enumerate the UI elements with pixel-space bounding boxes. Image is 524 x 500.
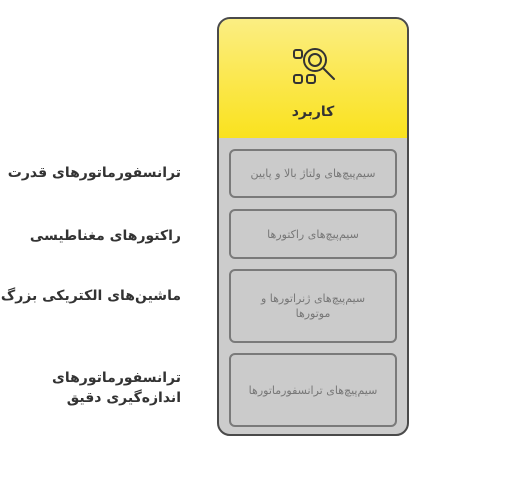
row-label-1: ترانسفورماتورهای قدرت <box>7 165 181 181</box>
item-text-4: سیم‌پیچ‌های ترانسفورماتورها <box>248 383 378 397</box>
card-header <box>219 19 407 138</box>
row-label-4: ترانسفورماتورهای اندازه‌گیری دقیق <box>52 370 181 406</box>
row-label-2: راکتورهای مغناطیسی <box>29 228 181 244</box>
item-text-3: سیم‌پیچ‌های ژنراتورها و موتورها <box>260 292 366 320</box>
search-apps-icon <box>291 45 341 87</box>
item-text-2: سیم‌پیچ‌های راکتورها <box>267 227 359 241</box>
item-text-1: سیم‌پیچ‌های ولتاژ بالا و پایین <box>250 167 376 180</box>
row-label-3: ماشین‌های الکتریکی بزرگ <box>0 288 181 304</box>
item-box-4 <box>229 353 397 427</box>
item-box-1 <box>229 149 397 198</box>
item-box-2 <box>229 209 397 259</box>
item-box-3 <box>229 269 397 343</box>
usage-card <box>217 17 409 436</box>
card-title: کاربرد <box>291 104 335 120</box>
